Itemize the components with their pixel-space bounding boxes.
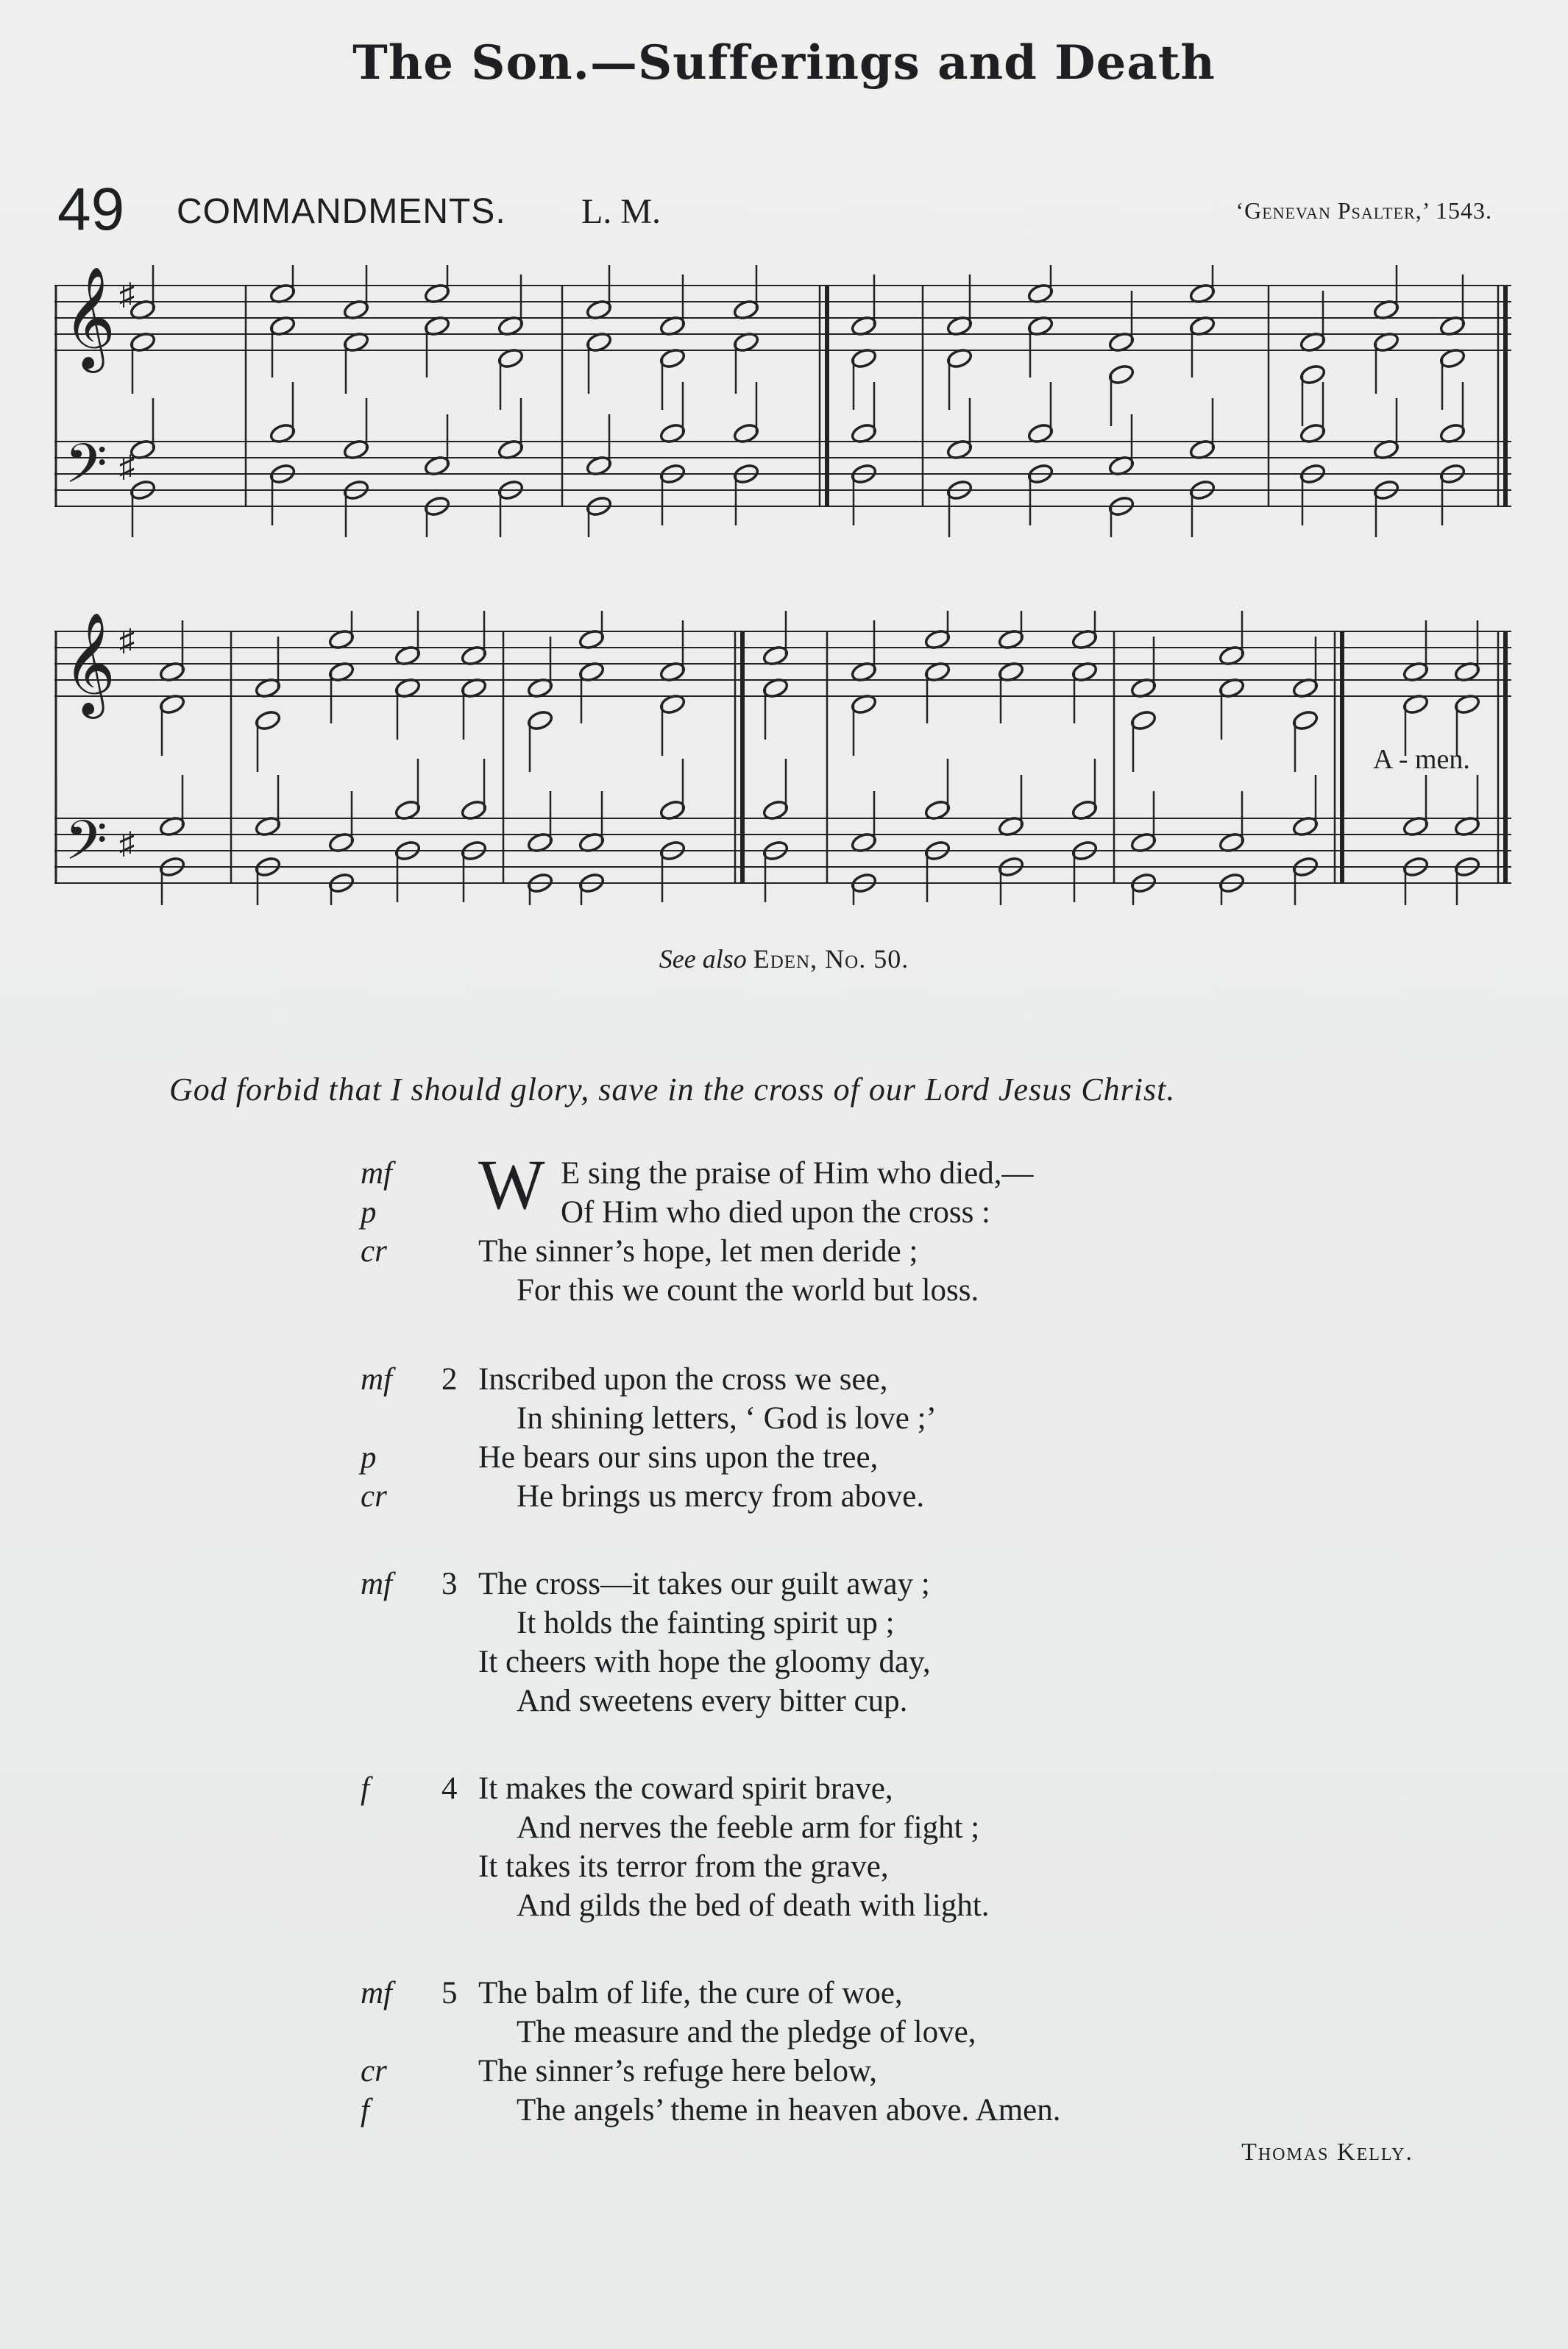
author: Thomas Kelly. <box>1241 2139 1413 2166</box>
verse-line <box>361 1683 1391 1722</box>
see-also-ref: Eden, No. 50. <box>753 944 909 974</box>
meter: L. M. <box>581 192 661 231</box>
dynamic-mark: cr <box>361 2054 387 2088</box>
running-head: The Son.—Sufferings and Death <box>352 35 1216 91</box>
key-signature-sharp: ♯ <box>119 624 135 658</box>
stanza-number: 2 <box>441 1362 458 1397</box>
stanza-2 <box>361 1361 1391 1517</box>
treble-clef: 𝄞 <box>63 612 116 715</box>
verse-text: In shining letters, ‘ God is love ;’ <box>517 1401 937 1436</box>
verse-line <box>361 2053 1391 2092</box>
stanza-3 <box>361 1566 1391 1722</box>
verse-text: He brings us mercy from above. <box>517 1479 925 1514</box>
verse-text: Of Him who died upon the cross : <box>561 1195 991 1230</box>
verse-text: The balm of life, the cure of woe, <box>478 1976 903 2010</box>
verse-line <box>361 1361 1391 1400</box>
dynamic-mark: mf <box>361 1567 392 1601</box>
dynamic-mark: cr <box>361 1234 387 1269</box>
verse-text: The sinner’s refuge here below, <box>478 2054 878 2088</box>
key-signature-sharp: ♯ <box>119 450 135 484</box>
verse-line <box>361 1272 1391 1311</box>
dynamic-mark: p <box>361 1440 377 1475</box>
verse-line <box>361 2014 1391 2053</box>
stanza-4 <box>361 1771 1391 1927</box>
tune-source: ‘Genevan Psalter,’ 1543. <box>1235 197 1492 224</box>
verse-line <box>361 1400 1391 1439</box>
dynamic-mark: p <box>361 1195 377 1230</box>
dynamic-mark: mf <box>361 1362 392 1397</box>
stanza-number: 3 <box>441 1567 458 1601</box>
verse-line <box>361 1810 1391 1849</box>
bass-clef: 𝄢 <box>65 809 107 886</box>
verse-text: And gilds the bed of death with light. <box>517 1888 990 1923</box>
see-also-note <box>0 943 1568 974</box>
verse-line <box>361 1771 1391 1810</box>
verse-line <box>361 1194 1391 1233</box>
verse-line <box>361 1644 1391 1683</box>
verse-text: It makes the coward spirit brave, <box>478 1771 893 1806</box>
dynamic-mark: f <box>361 1771 369 1806</box>
verse-text: It takes its terror from the grave, <box>478 1849 889 1884</box>
verse-text: It holds the fainting spirit up ; <box>517 1606 895 1640</box>
verse-line <box>361 1439 1391 1478</box>
verse-text: Inscribed upon the cross we see, <box>478 1362 888 1397</box>
verse-text: And sweetens every bitter cup. <box>517 1684 908 1718</box>
amen-label: A - men. <box>1373 744 1470 775</box>
verse-line <box>361 1478 1391 1517</box>
hymn-header <box>57 175 1492 243</box>
verse-line <box>361 1605 1391 1644</box>
verse-text: E sing the praise of Him who died,— <box>561 1156 1034 1191</box>
verse-text: It cheers with hope the gloomy day, <box>478 1645 931 1679</box>
verse-line <box>361 1566 1391 1605</box>
bass-clef: 𝄢 <box>65 432 107 509</box>
dynamic-mark: mf <box>361 1976 392 2010</box>
dynamic-mark: mf <box>361 1156 392 1191</box>
verse-text: For this we count the world but loss. <box>517 1273 979 1308</box>
verse-line <box>361 1888 1391 1927</box>
treble-clef: 𝄞 <box>63 266 116 369</box>
stanza-number: 4 <box>441 1771 458 1806</box>
verse-text: The cross—it takes our guilt away ; <box>478 1567 930 1601</box>
verse-text: The angels’ theme in heaven above. Amen. <box>517 2093 1061 2127</box>
verse-line <box>361 1849 1391 1888</box>
key-signature-sharp: ♯ <box>119 278 135 312</box>
verse-text: The sinner’s hope, let men deride ; <box>478 1234 918 1269</box>
see-also-prefix: See also <box>659 944 747 974</box>
tune-name: COMMANDMENTS. <box>177 192 506 231</box>
verse-line <box>361 1233 1391 1272</box>
music-system-2 <box>54 611 1519 905</box>
dynamic-mark: cr <box>361 1479 387 1514</box>
verse-line <box>361 2092 1391 2131</box>
dynamic-mark: f <box>361 2093 369 2127</box>
verse-text: He bears our sins upon the tree, <box>478 1440 879 1475</box>
score-notation-1 <box>54 265 1519 537</box>
verse-line <box>361 1975 1391 2014</box>
stanza-5 <box>361 1975 1391 2131</box>
hymn-number: 49 <box>57 176 125 243</box>
key-signature-sharp: ♯ <box>119 827 135 861</box>
drop-cap: W <box>478 1145 545 1224</box>
stanza-1 <box>361 1145 1391 1311</box>
stanza-number: 5 <box>441 1976 458 2010</box>
verse-text: The measure and the pledge of love, <box>517 2015 976 2049</box>
verse-text: And nerves the feeble arm for fight ; <box>517 1810 980 1845</box>
epigraph: God forbid that I should glory, save in the cross of our Lord Jesus Christ. <box>169 1071 1176 1108</box>
music-system-1 <box>54 265 1519 537</box>
score-notation-2 <box>54 611 1519 905</box>
